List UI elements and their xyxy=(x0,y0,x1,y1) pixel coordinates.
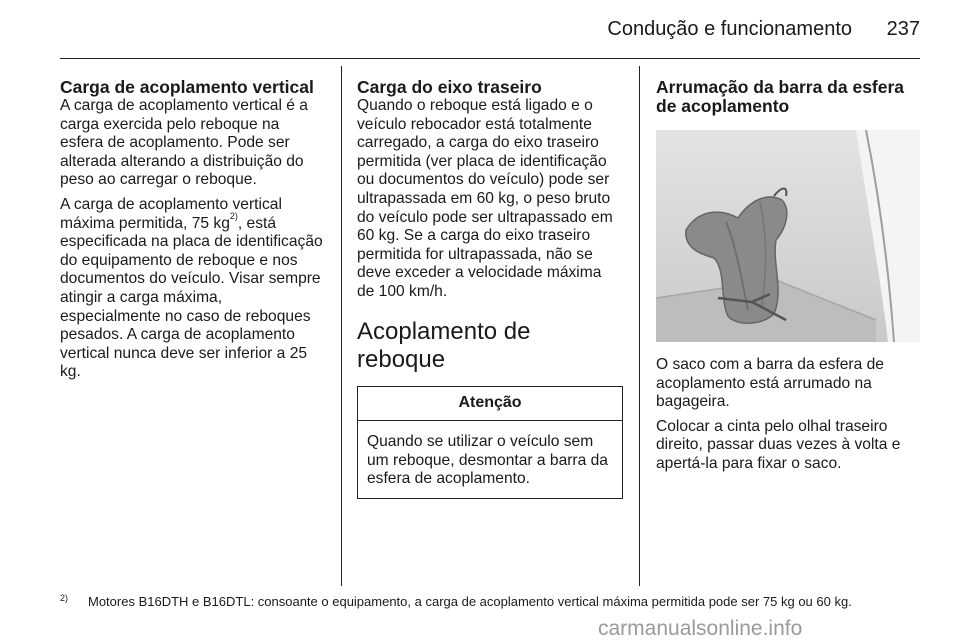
text-run: , está especificada na placa de identificação do equipamento de reboque e nos documentos do veículo. Visar sempre atingir a carga máxima, especialmente no caso de reboques pesados. A carga de acoplamento vertical nunca deve ser inferior a 25 kg. xyxy=(60,214,323,381)
paragraph: Quando o reboque está ligado e o veículo rebocador está totalmente carregado, a carga do eixo traseiro permitida (ver placa de identificação ou documentos do veículo) pode ser ultrapassada em 60 kg, o peso bruto do veículo pode ser ultrapassado em 60 kg. Se a carga do eixo traseiro permitida for ultrapassada, não se deve exceder a velocidade máxima de 100 km/h. xyxy=(357,97,613,300)
column-divider xyxy=(341,66,342,586)
column-right xyxy=(656,78,920,480)
column-divider xyxy=(639,66,640,586)
section-heading-rear-axle-load: Carga do eixo traseiro xyxy=(357,77,542,97)
paragraph xyxy=(60,196,326,382)
watermark: carmanualsonline.info xyxy=(598,617,803,640)
warning-title: Atenção xyxy=(358,387,622,422)
column-middle xyxy=(357,78,623,499)
warning-box xyxy=(357,386,623,499)
warning-text: Quando se utilizar o veículo sem um reboque, desmontar a barra da esfera de acoplamento. xyxy=(367,433,608,488)
section-title-towing-hitch: Acoplamento de reboque xyxy=(357,317,531,373)
footnote-reference: 2) xyxy=(229,211,238,222)
paragraph: O saco com a barra da esfera de acoplamento está arrumado na bagageira. xyxy=(656,356,884,411)
section-heading-storage: Arrumação da barra da esfera de acoplamento xyxy=(656,77,905,116)
text-run: A carga de acoplamento vertical máxima permitida, 75 kg xyxy=(60,195,282,232)
footnote-mark: 2) xyxy=(60,593,69,603)
column-left xyxy=(60,78,326,388)
page-header xyxy=(60,0,920,59)
section-heading-vertical-load: Carga de acoplamento vertical xyxy=(60,77,314,97)
footnote-text: Motores B16DTH e B16DTL: consoante o equipamento, a carga de acoplamento vertical máxima permitida pode ser 75 kg ou 60 kg. xyxy=(88,594,852,609)
paragraph: A carga de acoplamento vertical é a carga exercida pelo reboque na esfera de acoplamento. Pode ser alterada alterando a distribuição do peso ao carregar o reboque. xyxy=(60,97,308,189)
chapter-title: Condução e funcionamento xyxy=(607,18,852,40)
page-number: 237 xyxy=(886,18,920,40)
bag-in-trunk-illustration xyxy=(656,130,920,342)
paragraph: Colocar a cinta pelo olhal traseiro direito, passar duas vezes à volta e apertá-la para fixar o saco. xyxy=(656,417,901,472)
illustration-ball-bar-bag xyxy=(656,130,920,342)
